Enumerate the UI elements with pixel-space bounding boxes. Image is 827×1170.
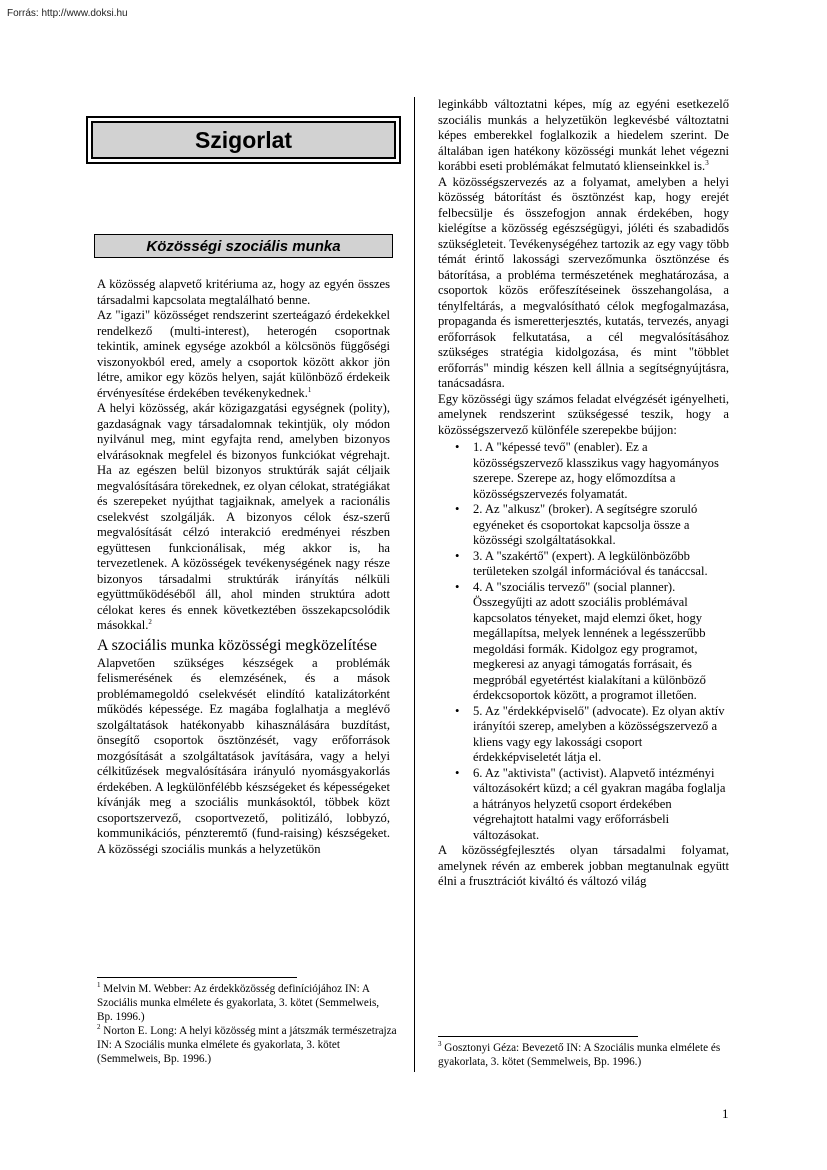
list-item: • 2. Az "alkusz" (broker). A segítségre szoruló egyéneket és csoportokat kapcsolja össze a közösségi szolgáltatásokkal. (473, 502, 729, 549)
section-subtitle: Közösségi szociális munka (94, 234, 393, 258)
paragraph: A helyi közösség, akár közigazgatási egységnek (polity), gazdaságnak vagy társadalomnak tekintjük, oly módon nyilvánul meg, mint egyfajta rend, amelyben bizonyos elvárásoknak megfelel és bizonyos funkciókat végrehajt. Ha az egészen belül bizonyos struktúrák saját céljaik megvalósítására törekednek, ez olyan célokat, stratégiákat és szerepeket nyújthat tagjaiknak, amelyek a racionális cselekvést szolgálják. A bizonyos célok ész-szerű megvalósítását célzó interakció eredményei részben együttesen funkcionálisak, még akkor is, ha tervezetlenek. A közösségek tevékenységének nagy része bizonyos társadalmi struktúrák irányítás nélküli együttműködéséből áll, ahol minden struktúra adott célokat keres és ennek következtében összekapcsolódik másokkal.$^2$ (97, 401, 390, 632)
list-item: • 6. Az "aktivista" (activist). Alapvető intézményi változásokért küzd; a cél gyakran magába foglalja a hátrányos helyzetű csoport érdekében végrehajtott hatalmi vagy erőforrásbeli változásokat. (473, 766, 729, 844)
title-box (86, 116, 401, 164)
paragraph: A közösség alapvető kritériuma az, hogy az egyén összes társadalmi kapcsolata megtalálható benne. (97, 277, 390, 307)
footnote: $^3$ Gosztonyi Géza: Bevezető IN: A Szociális munka elmélete és gyakorlata, 3. kötet (Semmelweis, Bp. 1996.) (438, 1040, 721, 1068)
footnote-rule (438, 1036, 638, 1037)
paragraph: Az "igazi" közösséget rendszerint szerteágazó érdekekkel rendelkező (multi-interest), heterogén csoportnak tekintik, aminek egysége azokból a kölcsönös függőségi viszonyokból ered, amely a csoportok között akkor jön létre, amikor egy közös helyen, saját különböző érdekeik érvényesítése érdekében tevékenykednek.$^1$ (97, 308, 390, 400)
footnote: $^2$ Norton E. Long: A helyi közösség mint a játszmák természetrajza IN: A Szociális munka elmélete és gyakorlata, 3. kötet (Semmelweis, Bp. 1996.) (97, 1023, 397, 1065)
column-divider (414, 97, 415, 1072)
list-item: • 1. A "képessé tevő" (enabler). Ez a közösségszervező klasszikus vagy hagyományos szerepe. Szerepe az, hogy előmozdítsa a közösségszervezés folyamatát. (473, 440, 729, 502)
page-number: 1 (722, 1106, 729, 1121)
right-column (438, 97, 729, 890)
page-title: Szigorlat (91, 121, 396, 159)
list-item: • 5. Az "érdekképviselő" (advocate). Ez olyan aktív irányítói szerep, amelyben a közösségszervező a kliens vagy egy lakossági csoport érdekképviseletét látja el. (473, 704, 729, 766)
roles-list (438, 440, 729, 843)
footnote: $^1$ Melvin M. Webber: Az érdekközösség definíciójához IN: A Szociális munka elmélete és gyakorlata, 3. kötet (Semmelweis, Bp. 1996.) (97, 981, 380, 1023)
footnote-rule (97, 977, 297, 978)
source-url: Forrás: http://www.doksi.hu (7, 8, 128, 19)
paragraph: A közösségfejlesztés olyan társadalmi folyamat, amelynek révén az emberek jobban megtanulnak együtt élni a frusztrációt kiváltó és változó világ (438, 843, 729, 888)
paragraph: Egy közösségi ügy számos feladat elvégzését igényelheti, amelynek rendszerint szükségessé teszik, hogy a közösségszervező különféle szerepekbe bújjon: (438, 391, 729, 437)
footnote-ref: 3 (705, 159, 709, 167)
paragraph: Alapvetően szükséges készségek a problémák felismerésének és elemzésének, és a mások problémamegoldó cselekvését elindító katalizátorként működés képessége. Ez magába foglalhatja a meglévő szolgáltatások hatékonyabb kihasználására buzdítást, önsegítő csoportok ösztönzését, vagy erőforrások mozgósítását a szolgáltatások javítására, vagy a helyi célkitűzések megvalósítására irányuló nyomásgyakorlás érdekében. A legkülönfélébb készségeket és képességeket kívánják meg a szociális munkásoktól, többek közt csoportszervező, csoportvezető, politizáló, lobbyzó, kommunikációs, pénzteremtő (fund-raising) készségeket. A közösségi szociális munkás a helyzetükön (97, 655, 390, 856)
footnote-ref: 1 (307, 385, 312, 394)
paragraph: leginkább változtatni képes, míg az egyéni esetkezelő szociális munkás a helyzetükön legkevésbé változtatni képes emberekkel foglalkozik a hiedelem szerint. De általában igen hatékony közösségi munkát lehet végezni korábbi eseti problémákat felmutató klienseinkkel is.$^3$ (438, 97, 729, 173)
paragraph: A közösségszervezés az a folyamat, amelyben a helyi közösség bátorítást és ösztönzést kap, hogy erejét felbecsülje és összefogjon annak érdekében, hogy kielégítse a közösség egészségügyi, jóléti és szabadidős szükségleteit. Tevékenységéhez tartozik az egy vagy több témát érintő lakossági szervezőmunka ösztönzése és bátorítása, a probléma természetének meghatározása, a csoportok közös erőfeszítéseinek összehangolása, a ténylfeltárás, a megvalósítható célok megfogalmazása, propaganda és ismeretterjesztés, kutatás, tervezés, anyagi erőforrások felkutatása, a cél megvalósításához szükséges stratégia kidolgozása, és mint "többlet erőforrás" mindig készen kell állnia a segítségnyújtásra, tanácsadásra. (438, 174, 729, 390)
list-item: • 3. A "szakértő" (expert). A legkülönbözőbb területeken szolgál információval és tanáccsal. (473, 549, 729, 580)
footnote-ref: 2 (148, 618, 152, 626)
left-column (97, 277, 390, 857)
footnotes-left (97, 977, 397, 1066)
section-heading: A szociális munka közösségi megközelítése (97, 636, 377, 654)
footnotes-right (438, 1036, 738, 1069)
list-item: • 4. A "szociális tervező" (social planner). Összegyűjti az adott szociális problémával kapcsolatos tényeket, majd elemzi őket, hogy megállapítsa, melyek lennének a legésszerűbb megoldási formák. Kidolgoz egy programot, megkeresi az anyagi támogatás forrásait, és megpróbál egyetértést kialakítani a különböző érdekcsoportok között, a programot illetően. (473, 580, 729, 704)
